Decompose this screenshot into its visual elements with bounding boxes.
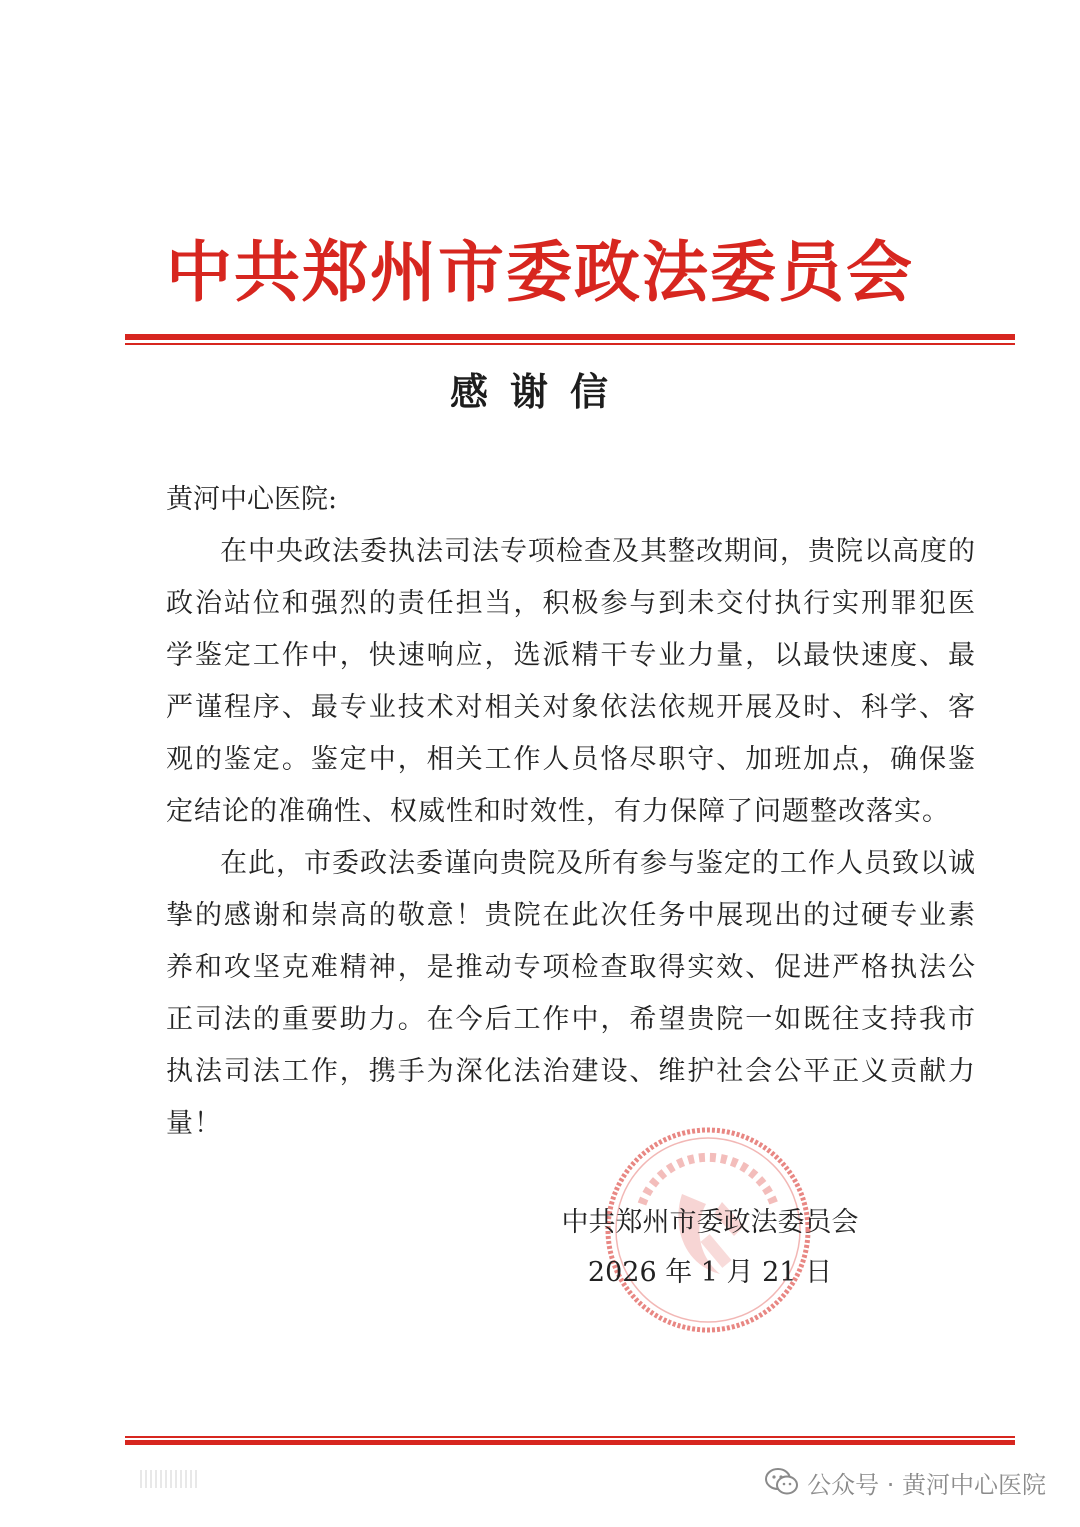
wechat-icon <box>765 1467 799 1497</box>
body-paragraph-1: 在中央政法委执法司法专项检查及其整改期间，贵院以高度的政治站位和强烈的责任担当，积极参与到未交付执行实刑罪犯医学鉴定工作中，快速响应，选派精干专业力量，以最快速度、最严谨程序、最专业技术对相关对象依法依规开展及时、科学、客观的鉴定。鉴定中，相关工作人员恪尽职守、加班加点，确保鉴定结论的准确性、权威性和时效性，有力保障了问题整改落实。 <box>166 536 976 827</box>
signature-organization: 中共郑州市委政法委员会 <box>561 1207 859 1238</box>
letter-body <box>166 526 976 1150</box>
letterhead-red-rule <box>125 334 1015 340</box>
letterhead-title: 中共郑州市委政法委员会 <box>166 233 914 311</box>
watermark-text: 公众号 · 黄河中心医院 <box>807 1470 1046 1499</box>
watermark <box>765 1462 1046 1502</box>
salutation: 黄河中心医院: <box>166 484 338 515</box>
signature-block <box>540 1198 880 1298</box>
document-title: 感谢信 <box>449 369 630 414</box>
scan-smudge <box>140 1470 198 1488</box>
footer-red-rule-thin <box>125 1436 1015 1438</box>
signature-date: 2026 年 1 月 21 日 <box>587 1257 833 1288</box>
body-paragraph-2: 在此，市委政法委谨向贵院及所有参与鉴定的工作人员致以诚挚的感谢和崇高的敬意！贵院在此次任务中展现出的过硬专业素养和攻坚克难精神，是推动专项检查取得实效、促进严格执法公正司法的重要助力。在今后工作中，希望贵院一如既往支持我市执法司法工作，携手为深化法治建设、维护社会公平正义贡献力量！ <box>166 848 976 1139</box>
footer-red-rule <box>125 1440 1015 1445</box>
letterhead-red-rule-thin <box>125 343 1015 345</box>
